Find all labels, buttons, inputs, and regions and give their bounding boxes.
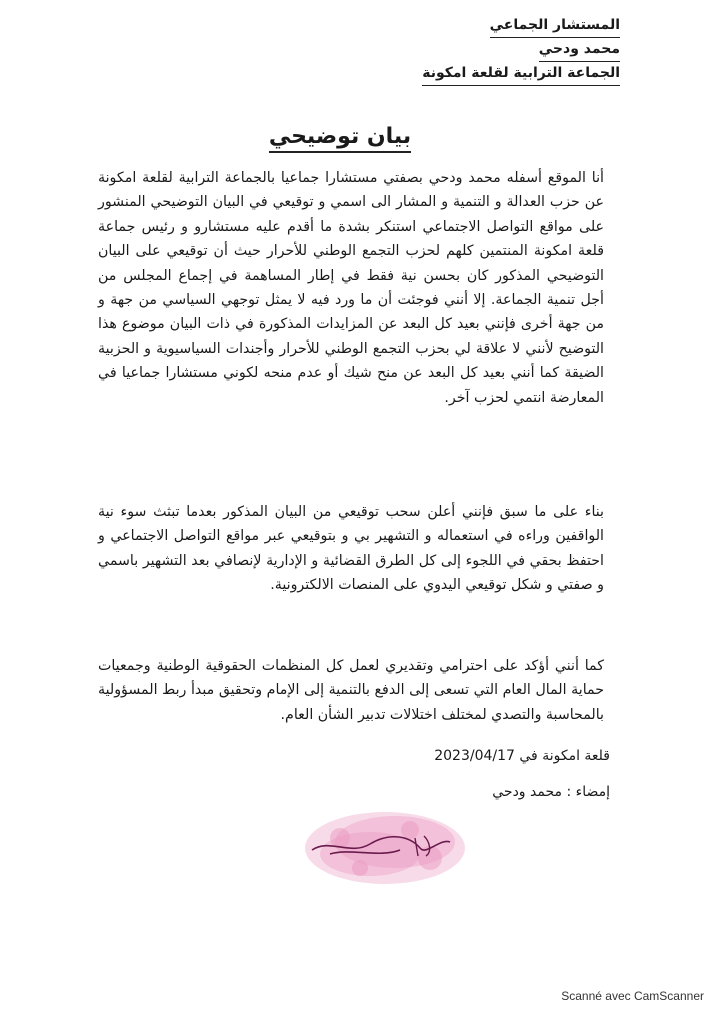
sender-title: المستشار الجماعي [490, 14, 620, 38]
signature-label: إمضاء : محمد ودحي [492, 784, 610, 800]
document-title-text: بيان توضيحي [269, 124, 411, 153]
sender-name: محمد ودحي [539, 38, 620, 62]
paragraph-1: أنا الموقع أسفله محمد ودحي بصفتي مستشارا جماعيا بالجماعة الترابية لقلعة امكونة عن حزب العدالة و التنمية و المشار الى اسمي و توقيعي في البيان التوضيحي المنشور على مواقع التواصل الاجتماعي استنكر بشدة ما أقدم عليه مستشارو و رئيس جماعة قلعة امكونة المنتمين كلهم لحزب التجمع الوطني للأحرار حيث أن توقيعي على البيان التوضيحي المذكور كان بحسن نية فقط في إطار المساهمة في إجماع المجلس من أجل تنمية الجماعة. إلا أنني فوجئت أن ما ورد فيه لا يمثل توجهي السياسي من جهة و من جهة أخرى فإنني بعيد كل البعد عن المزايدات المذكورة في ذات البيان موضوع هذا التوضيح لأنني لا علاقة لي بحزب التجمع الوطني للأحرار وأجندات السياسيوية و الحزبية الضيقة كما أنني بعيد كل البعد عن منح شيك أو عدم منحه لكوني مستشارا جماعيا في المعارضة انتمي لحزب آخر. [98, 170, 604, 406]
sender-commune: الجماعة الترابية لقلعة امكونة [422, 62, 620, 86]
paragraph-2: بناء على ما سبق فإنني أعلن سحب توقيعي من البيان المذكور بعدما تبثث سوء نية الواقفين وراءه في استعماله و التشهير بي و بتوقيعي عبر مواقع التواصل الاجتماعي و احتفظ بحقي في اللجوء إلى كل الطرق القضائية و الإدارية لإنصافي بعد التشهير باسمي و صفتي و شكل توقيعي اليدوي على المنصات الالكترونية. [98, 504, 604, 594]
handwritten-signature-stamp [300, 808, 470, 888]
document-title [250, 124, 430, 149]
scanner-watermark: Scanné avec CamScanner [561, 989, 704, 1003]
place-date: قلعة امكونة في 2023/04/17 [434, 748, 610, 764]
paragraph-3: كما أنني أؤكد على احترامي وتقديري لعمل كل المنظمات الحقوقية الوطنية وجمعيات حماية المال العام التي تسعى إلى الدفع بالتنمية إلى الإمام وتحقيق مبدأ ربط المسؤولية بالمحاسبة والتصدي لمختلف اختلالات تدبير الشأن العام. [98, 658, 604, 723]
sender-header [320, 14, 620, 86]
